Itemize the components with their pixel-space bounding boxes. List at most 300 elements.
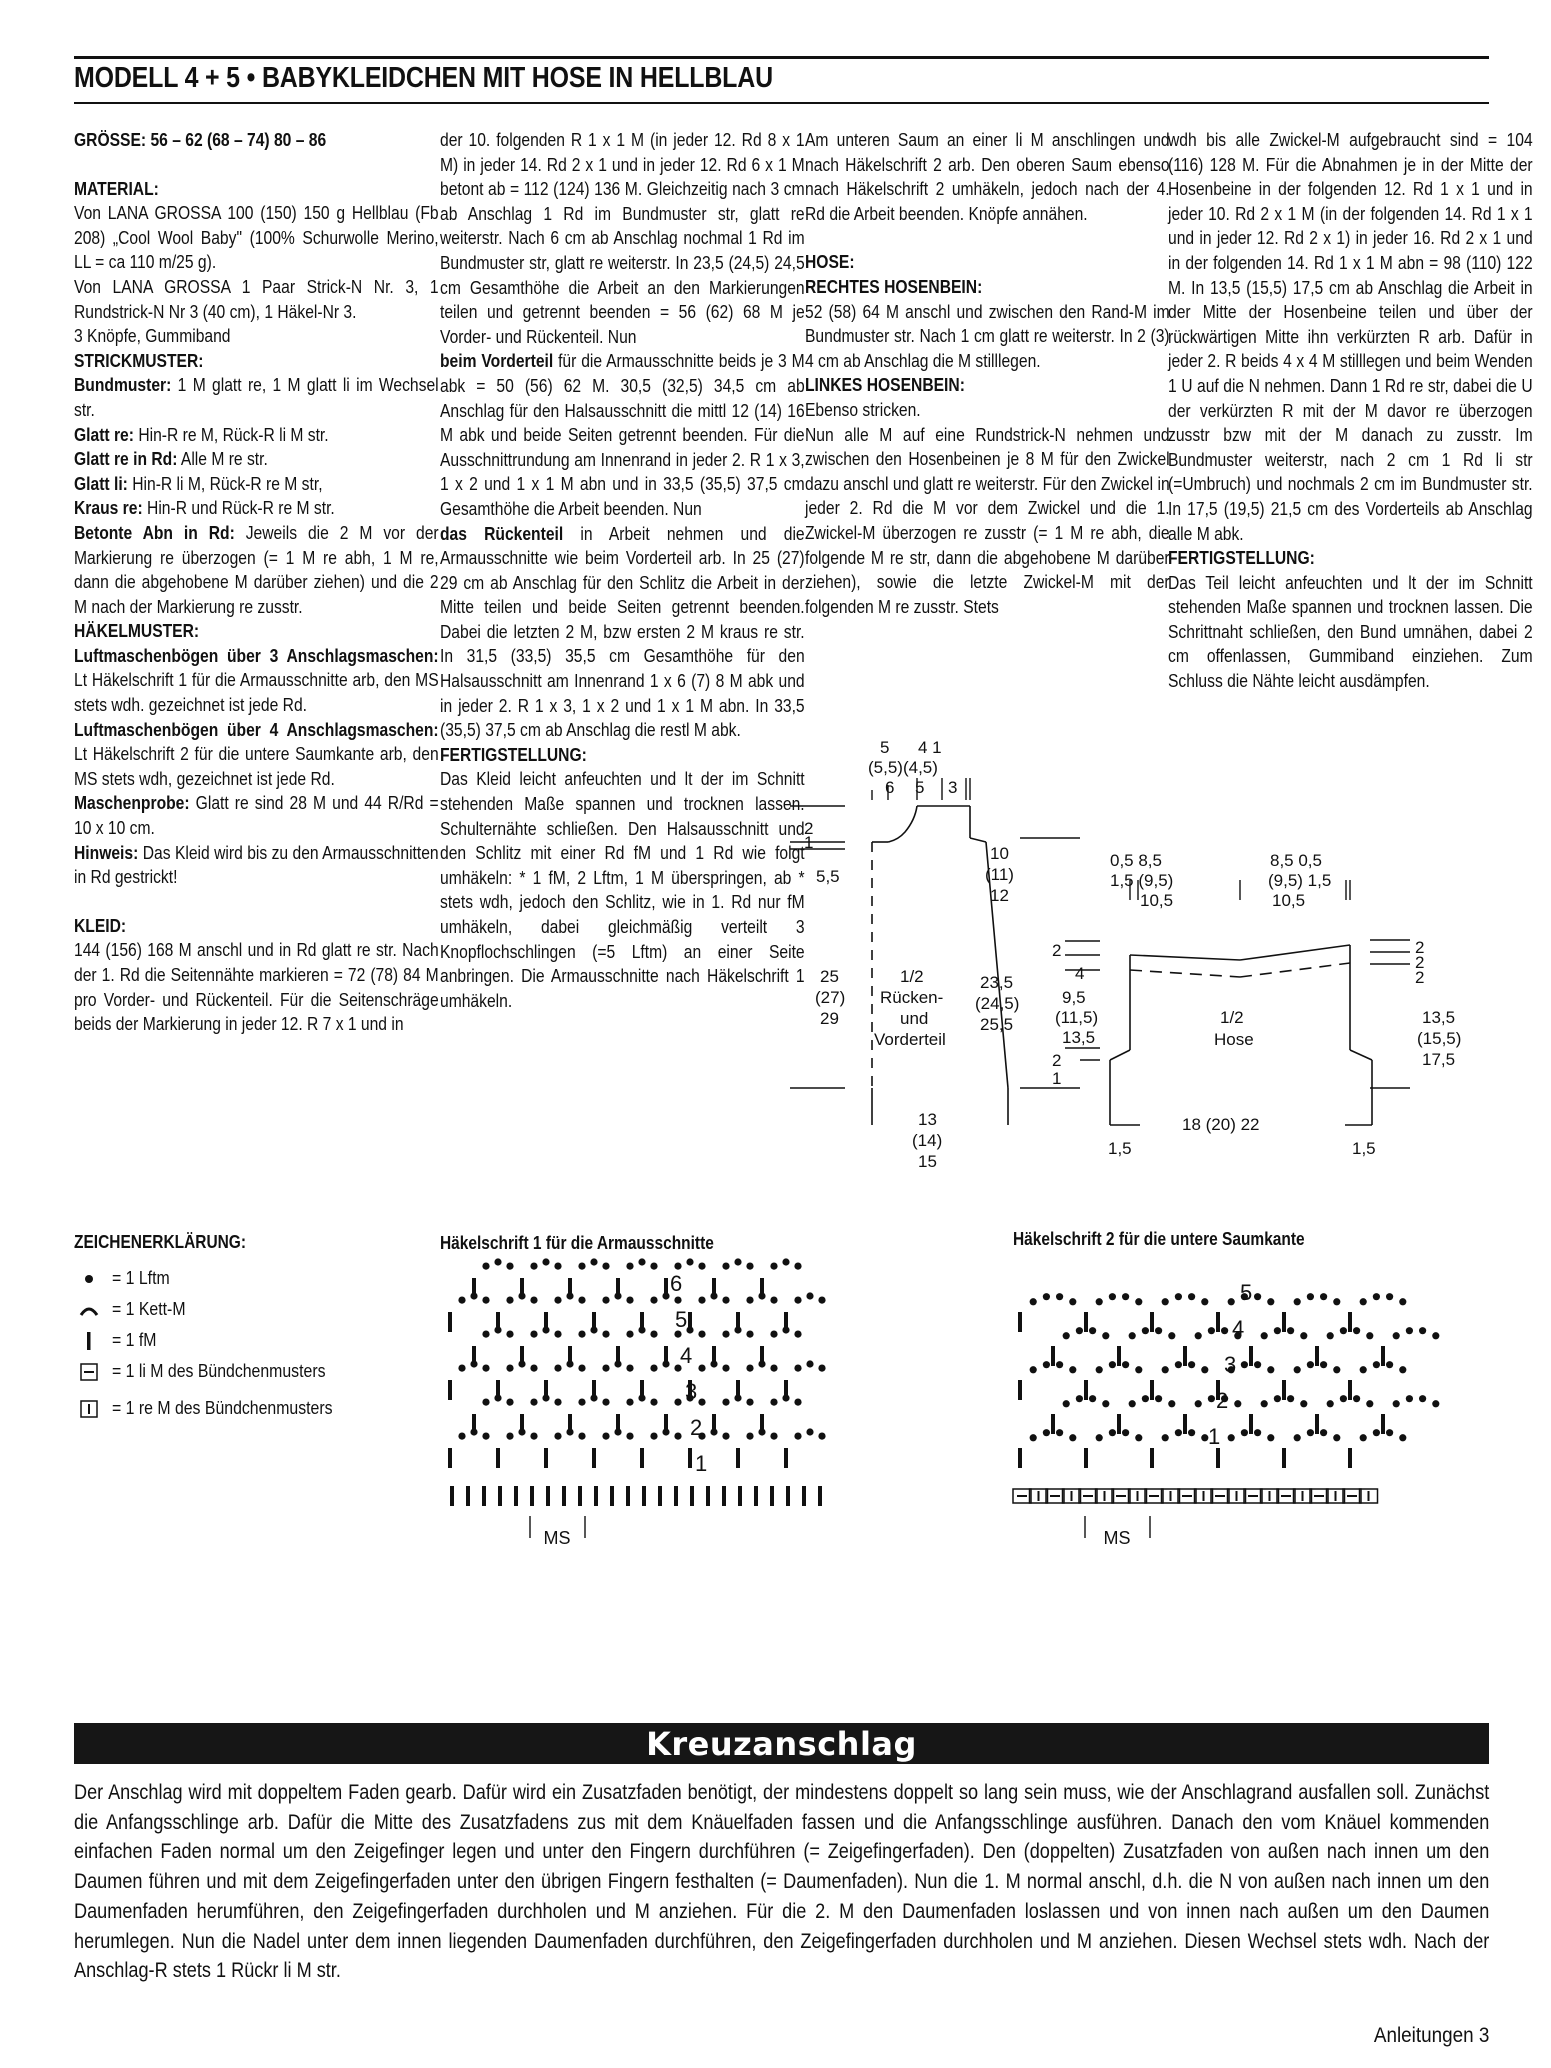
chain-stitch-symbol — [1096, 1434, 1103, 1441]
chain-stitch-symbol — [506, 1297, 513, 1304]
text-paragraph — [74, 177, 439, 202]
bold-term: Glatt re: — [74, 424, 134, 445]
single-crochet-symbol — [610, 1486, 614, 1506]
single-crochet-symbol — [496, 1312, 500, 1332]
single-crochet-symbol — [784, 1380, 788, 1400]
svg-text:25,5: 25,5 — [980, 1015, 1014, 1034]
chart-1-label: Häkelschrift 1 für die Armausschnitte — [440, 1233, 714, 1253]
chain-stitch-symbol — [1069, 1366, 1076, 1373]
single-crochet-symbol — [466, 1486, 470, 1506]
chain-stitch-symbol — [1340, 1327, 1347, 1334]
single-crochet-symbol — [562, 1486, 566, 1506]
chain-stitch-symbol — [626, 1331, 633, 1338]
chain-stitch-symbol — [458, 1433, 465, 1440]
body-text: Hin-R re M, Rück-R li M str. — [133, 424, 329, 445]
chain-stitch-symbol — [650, 1365, 657, 1372]
text-paragraph — [74, 521, 439, 619]
single-crochet-symbol — [482, 1486, 486, 1506]
chain-stitch-symbol — [1175, 1361, 1182, 1368]
single-crochet-symbol — [754, 1486, 758, 1506]
chain-stitch-symbol — [1188, 1361, 1195, 1368]
text-paragraph — [74, 496, 439, 521]
crochet-chart-1-svg — [440, 1258, 1000, 1558]
single-crochet-symbol — [1084, 1380, 1088, 1400]
bold-term: Luftmaschenbögen über 4 Anschlagsmaschen: — [74, 719, 439, 740]
text-paragraph — [1168, 546, 1533, 571]
chain-stitch-symbol — [1353, 1327, 1360, 1334]
chain-stitch-symbol — [818, 1365, 825, 1372]
kreuzanschlag-heading: Kreuzanschlag — [646, 1724, 917, 1763]
chain-stitch-symbol — [1135, 1298, 1142, 1305]
symbol-legend — [74, 1232, 434, 1424]
chain-stitch-symbol — [1056, 1293, 1063, 1300]
round-number: 3 — [1224, 1352, 1237, 1377]
chain-stitch-symbol — [1195, 1400, 1202, 1407]
chain-stitch-symbol — [794, 1365, 801, 1372]
single-crochet-symbol — [1150, 1312, 1154, 1332]
chain-stitch-symbol — [650, 1263, 657, 1270]
svg-text:5,5: 5,5 — [816, 867, 840, 886]
chain-stitch-symbol — [506, 1331, 513, 1338]
text-paragraph — [74, 423, 439, 448]
svg-text:(11,5): (11,5) — [1055, 1008, 1099, 1027]
chain-stitch-symbol — [818, 1297, 825, 1304]
single-crochet-symbol — [616, 1278, 620, 1298]
paragraph-gap — [805, 226, 1170, 250]
single-crochet-symbol — [616, 1346, 620, 1366]
body-text: Ebenso stricken. — [805, 399, 921, 420]
text-paragraph — [440, 128, 805, 349]
chain-stitch-symbol — [698, 1331, 705, 1338]
text-paragraph — [1168, 128, 1533, 546]
chain-stitch-symbol — [1069, 1298, 1076, 1305]
chain-stitch-symbol — [1201, 1366, 1208, 1373]
single-crochet-symbol — [1018, 1448, 1022, 1468]
chain-stitch-symbol — [1162, 1434, 1169, 1441]
chain-stitch-symbol — [1340, 1395, 1347, 1402]
round-number: 5 — [675, 1307, 688, 1332]
chain-stitch-symbol — [1043, 1361, 1050, 1368]
chain-stitch-symbol — [1162, 1366, 1169, 1373]
chain-stitch-symbol — [1102, 1400, 1109, 1407]
crochet-chart-2-svg — [1010, 1258, 1490, 1558]
chain-stitch-symbol — [1162, 1298, 1169, 1305]
text-paragraph — [74, 472, 439, 497]
text-paragraph — [74, 619, 439, 644]
body-text: Von LANA GROSSA 100 (150) 150 g Hellblau (Fb 208) „Cool Wool Baby" (100% Schurwolle Merino, LL = ca 110 m/25 g). — [74, 203, 439, 273]
chain-stitch-symbol — [1089, 1327, 1096, 1334]
body-text: Das Teil leicht anfeuchten und lt der im Schnitt stehenden Maße spannen und trocknen lassen. Die Schrittnaht schließen, den Bund umnähen, dabei 2 cm offenlassen, Gummiband einziehen. Zum Schluss die Nähte leicht ausdämpfen. — [1168, 572, 1533, 692]
text-paragraph — [805, 373, 1170, 398]
single-crochet-symbol — [690, 1486, 694, 1506]
chain-stitch-symbol — [1419, 1327, 1426, 1334]
text-paragraph — [74, 447, 439, 472]
single-crochet-symbol — [664, 1414, 668, 1434]
single-crochet-symbol — [1216, 1448, 1220, 1468]
chain-stitch-symbol — [1386, 1293, 1393, 1300]
dress-dimension-labels — [804, 738, 1019, 1171]
chain-stitch-symbol — [1155, 1395, 1162, 1402]
chain-stitch-symbol — [602, 1365, 609, 1372]
text-paragraph — [805, 423, 1170, 620]
svg-text:2: 2 — [1052, 941, 1062, 960]
body-text: 1 M glatt re, 1 M glatt li im Wechsel str. — [74, 375, 439, 420]
chain-stitch-symbol — [1234, 1400, 1241, 1407]
single-crochet-symbol — [1282, 1312, 1286, 1332]
chain-stitch-symbol — [1373, 1361, 1380, 1368]
text-paragraph — [440, 349, 805, 521]
chain-stitch-symbol — [482, 1297, 489, 1304]
svg-text:10,5: 10,5 — [1140, 891, 1174, 910]
chain-stitch-symbol — [722, 1365, 729, 1372]
chain-stitch-symbol — [602, 1331, 609, 1338]
chain-stitch-symbol — [746, 1433, 753, 1440]
chain-stitch-symbol — [458, 1365, 465, 1372]
chain-stitch-symbol — [482, 1331, 489, 1338]
text-paragraph — [74, 791, 439, 840]
svg-text:8,5 0,5: 8,5 0,5 — [1270, 851, 1322, 870]
round-number: 1 — [1208, 1424, 1221, 1449]
legend-item: = 1 Kett-M — [74, 1294, 434, 1325]
single-crochet-symbol — [1348, 1448, 1352, 1468]
chain-stitch-symbol — [1030, 1434, 1037, 1441]
chain-stitch-symbol — [722, 1297, 729, 1304]
pants-dimension-lines — [1065, 880, 1410, 1125]
chain-stitch-symbol — [1030, 1298, 1037, 1305]
chain-stitch-symbol — [578, 1331, 585, 1338]
single-crochet-symbol — [1018, 1312, 1022, 1332]
chain-stitch-symbol — [1208, 1395, 1215, 1402]
top-rule — [74, 56, 1489, 59]
chain-stitch-symbol — [554, 1331, 561, 1338]
chain-stitch-symbol — [806, 1360, 813, 1367]
chain-stitch-symbol — [590, 1258, 597, 1265]
chain-stitch-symbol — [494, 1258, 501, 1265]
single-crochet-symbol — [1282, 1380, 1286, 1400]
single-crochet-symbol — [1183, 1414, 1187, 1434]
single-crochet-symbol — [592, 1380, 596, 1400]
legend-item: = 1 fM — [74, 1325, 434, 1356]
chain-stitch-symbol — [1076, 1395, 1083, 1402]
body-text: Jeweils die 2 M vor der Markierung re überzogen (= 1 M re abh, 1 M re, dann die abgehobene M darüber ziehen) und die 2 M nach der Markierung re zusstr. — [74, 522, 439, 617]
svg-text:2: 2 — [1415, 938, 1425, 957]
single-crochet-symbol — [616, 1414, 620, 1434]
chain-stitch-symbol — [1294, 1298, 1301, 1305]
chain-stitch-symbol — [578, 1263, 585, 1270]
chain-stitch-symbol — [506, 1399, 513, 1406]
single-crochet-symbol — [626, 1486, 630, 1506]
chain-stitch-symbol — [602, 1433, 609, 1440]
svg-text:4 1: 4 1 — [918, 738, 942, 757]
single-crochet-symbol — [784, 1312, 788, 1332]
chain-stitch-symbol — [506, 1433, 513, 1440]
bold-term: HÄKELMUSTER: — [74, 621, 200, 642]
chain-stitch-symbol — [674, 1399, 681, 1406]
bold-term: beim Vorderteil — [440, 351, 554, 372]
svg-text:18 (20) 22: 18 (20) 22 — [1182, 1115, 1260, 1134]
text-paragraph — [74, 841, 439, 890]
single-crochet-symbol — [688, 1448, 692, 1468]
chain-stitch-symbol — [626, 1365, 633, 1372]
chain-stitch-symbol — [458, 1297, 465, 1304]
chain-stitch-symbol — [1056, 1429, 1063, 1436]
bar-icon — [74, 1331, 104, 1351]
bold-term: MATERIAL: — [74, 178, 159, 199]
round-number: 6 — [670, 1271, 683, 1296]
chain-stitch-symbol — [530, 1331, 537, 1338]
chain-stitch-symbol — [1307, 1361, 1314, 1368]
bold-term: HOSE: — [805, 252, 855, 273]
chain-stitch-symbol — [1030, 1366, 1037, 1373]
chain-stitch-symbol — [734, 1258, 741, 1265]
single-crochet-symbol — [472, 1346, 476, 1366]
chain-stitch-symbol — [554, 1263, 561, 1270]
chain-stitch-symbol — [770, 1399, 777, 1406]
chain-stitch-symbol — [1241, 1361, 1248, 1368]
chain-stitch-symbol — [1069, 1434, 1076, 1441]
svg-text:2: 2 — [1052, 1051, 1062, 1070]
single-crochet-symbol — [1117, 1346, 1121, 1366]
round-number: 4 — [1232, 1316, 1245, 1341]
chain-stitch-symbol — [578, 1297, 585, 1304]
chain-stitch-symbol — [1320, 1361, 1327, 1368]
bold-term: Hinweis: — [74, 842, 139, 863]
chain-stitch-symbol — [506, 1365, 513, 1372]
body-text: Lt Häkelschrift 1 für die Armausschnitte arb, den MS stets wdh. gezeichnet ist jede Rd. — [74, 670, 439, 716]
single-crochet-symbol — [760, 1414, 764, 1434]
single-crochet-symbol — [592, 1312, 596, 1332]
schematic-svg — [790, 720, 1530, 1171]
text-paragraph — [805, 398, 1170, 423]
svg-text:(14): (14) — [912, 1131, 943, 1150]
single-crochet-symbol — [770, 1486, 774, 1506]
chain-stitch-symbol — [530, 1297, 537, 1304]
chain-stitch-symbol — [554, 1365, 561, 1372]
paragraph-gap — [74, 153, 439, 177]
svg-text:9,5: 9,5 — [1062, 988, 1086, 1007]
single-crochet-symbol — [658, 1486, 662, 1506]
chain-stitch-symbol — [530, 1433, 537, 1440]
chain-stitch-symbol — [1109, 1361, 1116, 1368]
single-crochet-symbol — [1381, 1414, 1385, 1434]
chain-stitch-symbol — [698, 1297, 705, 1304]
svg-text:(15,5): (15,5) — [1417, 1029, 1462, 1048]
text-paragraph — [74, 644, 439, 718]
single-crochet-symbol — [1249, 1346, 1253, 1366]
chain-stitch-symbol — [1096, 1366, 1103, 1373]
chain-stitch-symbol — [1168, 1400, 1175, 1407]
body-text: Von LANA GROSSA 1 Paar Strick-N Nr. 3, 1 Rundstrick-N Nr 3 (40 cm), 1 Häkel-Nr 3. — [74, 276, 439, 322]
single-crochet-symbol — [472, 1414, 476, 1434]
single-crochet-symbol — [760, 1278, 764, 1298]
svg-text:2: 2 — [1415, 953, 1425, 972]
chain-stitch-symbol — [1366, 1332, 1373, 1339]
single-crochet-symbol — [578, 1486, 582, 1506]
legend-item: = 1 Lftm — [74, 1263, 434, 1294]
chain-stitch-symbol — [1333, 1366, 1340, 1373]
single-crochet-symbol — [1348, 1312, 1352, 1332]
svg-text:1/2: 1/2 — [1220, 1008, 1244, 1027]
single-crochet-symbol — [544, 1448, 548, 1468]
text-paragraph — [74, 275, 439, 324]
page-footer: Anleitungen 3 — [1373, 2024, 1489, 2047]
chain-stitch-symbol — [746, 1399, 753, 1406]
single-crochet-symbol — [1117, 1414, 1121, 1434]
single-crochet-symbol — [722, 1486, 726, 1506]
bold-term: Luftmaschenbögen über 3 Anschlagsmaschen: — [74, 645, 439, 666]
chain-stitch-symbol — [1254, 1429, 1261, 1436]
text-paragraph — [440, 522, 805, 743]
chain-stitch-symbol — [1399, 1298, 1406, 1305]
crochet-chart-1 — [440, 1258, 1000, 1563]
single-crochet-symbol — [448, 1312, 452, 1332]
chain-stitch-symbol — [1373, 1429, 1380, 1436]
single-crochet-symbol — [674, 1486, 678, 1506]
chain-stitch-symbol — [530, 1399, 537, 1406]
chain-stitch-symbol — [1386, 1361, 1393, 1368]
svg-text:17,5: 17,5 — [1422, 1050, 1456, 1069]
text-paragraph — [74, 324, 439, 349]
single-crochet-symbol — [568, 1346, 572, 1366]
text-paragraph — [805, 128, 1170, 226]
svg-text:10: 10 — [990, 844, 1009, 863]
text-paragraph — [74, 718, 439, 792]
chain-stitch-symbol — [1089, 1395, 1096, 1402]
single-crochet-symbol — [688, 1312, 692, 1332]
single-crochet-symbol — [736, 1312, 740, 1332]
chain-stitch-symbol — [578, 1365, 585, 1372]
svg-text:(9,5) 1,5: (9,5) 1,5 — [1268, 871, 1332, 890]
chain-stitch-symbol — [1360, 1366, 1367, 1373]
pattern-schematic — [790, 720, 1530, 1171]
chain-stitch-symbol — [1366, 1400, 1373, 1407]
chain-stitch-symbol — [1320, 1429, 1327, 1436]
chain-stitch-symbol — [782, 1258, 789, 1265]
text-paragraph — [74, 349, 439, 374]
single-crochet-symbol — [530, 1486, 534, 1506]
chain-stitch-symbol — [770, 1331, 777, 1338]
repeat-label: MS — [543, 1528, 571, 1548]
chain-stitch-symbol — [1254, 1361, 1261, 1368]
chain-stitch-symbol — [1076, 1327, 1083, 1334]
svg-text:12: 12 — [990, 886, 1009, 905]
body-text: 144 (156) 168 M anschl und in Rd glatt re str. Nach der 1. Rd die Seitennähte markieren = 72 (78) 84 M pro Vorder- und Rückenteil. Für die Seitenschräge beids der Markierung in jeder 12. R 7 x 1 und in — [74, 940, 439, 1035]
chain-stitch-symbol — [1122, 1429, 1129, 1436]
chain-stitch-symbol — [1175, 1293, 1182, 1300]
chain-stitch-symbol — [1320, 1293, 1327, 1300]
chain-stitch-symbol — [1142, 1395, 1149, 1402]
chain-stitch-symbol — [1386, 1429, 1393, 1436]
single-crochet-symbol — [1084, 1448, 1088, 1468]
single-crochet-symbol — [546, 1486, 550, 1506]
chain-stitch-symbol — [1129, 1332, 1136, 1339]
chain-stitch-symbol — [1208, 1327, 1215, 1334]
svg-text:13: 13 — [918, 1110, 937, 1129]
single-crochet-symbol — [568, 1414, 572, 1434]
chain-stitch-symbol — [674, 1263, 681, 1270]
body-text: 52 (58) 64 M anschl und zwischen den Rand-M im Bundmuster str. Nach 1 cm glatt re weiterstr. In 2 (3) 4 cm ab Anschlag die M stilllegen. — [805, 301, 1170, 371]
svg-text:23,5: 23,5 — [980, 973, 1014, 992]
chain-stitch-symbol — [1307, 1293, 1314, 1300]
svg-text:(11): (11) — [985, 865, 1014, 884]
legend-item: = 1 re M des Bündchenmusters — [74, 1393, 434, 1424]
svg-text:13,5: 13,5 — [1062, 1028, 1096, 1047]
chain-stitch-symbol — [554, 1433, 561, 1440]
text-column-4 — [1168, 128, 1533, 694]
chain-stitch-symbol — [1267, 1434, 1274, 1441]
chain-stitch-symbol — [1188, 1293, 1195, 1300]
bold-term: GRÖSSE: 56 – 62 (68 – 74) 80 – 86 — [74, 130, 327, 150]
chain-stitch-symbol — [794, 1263, 801, 1270]
chain-stitch-symbol — [1327, 1400, 1334, 1407]
chain-stitch-symbol — [1201, 1298, 1208, 1305]
single-crochet-symbol — [1216, 1312, 1220, 1332]
chain-stitch-symbol — [794, 1297, 801, 1304]
single-crochet-symbol — [1315, 1414, 1319, 1434]
chain-stitch-symbol — [1294, 1434, 1301, 1441]
chain-stitch-symbol — [1221, 1327, 1228, 1334]
chain-stitch-symbol — [482, 1433, 489, 1440]
svg-text:5: 5 — [880, 738, 890, 757]
svg-text:1: 1 — [1052, 1069, 1062, 1088]
text-paragraph — [1168, 571, 1533, 694]
single-crochet-symbol — [786, 1486, 790, 1506]
chain-stitch-symbol — [770, 1433, 777, 1440]
arc-icon — [74, 1303, 104, 1317]
bold-term: Kraus re: — [74, 498, 143, 519]
dot-icon — [74, 1272, 104, 1286]
chain-stitch-symbol — [1241, 1429, 1248, 1436]
single-crochet-symbol — [594, 1486, 598, 1506]
text-paragraph — [805, 275, 1170, 300]
bold-term: Maschenprobe: — [74, 793, 190, 814]
bold-term: STRICKMUSTER: — [74, 350, 204, 371]
chain-stitch-symbol — [530, 1263, 537, 1270]
chain-stitch-symbol — [482, 1263, 489, 1270]
text-paragraph — [74, 128, 439, 153]
chain-stitch-symbol — [1096, 1298, 1103, 1305]
chain-stitch-symbol — [818, 1433, 825, 1440]
chain-stitch-symbol — [1373, 1293, 1380, 1300]
chain-stitch-symbol — [626, 1399, 633, 1406]
chain-stitch-symbol — [1102, 1332, 1109, 1339]
single-crochet-symbol — [640, 1448, 644, 1468]
chain-stitch-symbol — [1360, 1434, 1367, 1441]
svg-text:1: 1 — [804, 833, 814, 852]
chain-stitch-symbol — [650, 1331, 657, 1338]
svg-text:25: 25 — [820, 967, 839, 986]
chain-stitch-symbol — [626, 1433, 633, 1440]
chain-stitch-symbol — [686, 1258, 693, 1265]
single-crochet-symbol — [738, 1486, 742, 1506]
chart-2-label: Häkelschrift 2 für die untere Saumkante — [1013, 1229, 1305, 1249]
body-text: wdh bis alle Zwickel-M aufgebraucht sind = 104 (116) 128 M. Für die Abnahmen je in der Mitte der Hosenbeine in der folgenden 12. Rd 1 x 1 und in jeder 10. Rd 2 x 1 M (in der folgenden 14. Rd 1 x 1 und in jeder 12. Rd 2 x 1) in jeder 16. Rd 2 x 1 und in der folgenden 14. Rd 1 x 1 M abn = 98 (110) 122 M. In 13,5 (15,5) 17,5 cm ab Anschlag die Arbeit in der Mitte der Hosenbeine teilen und über der rückwärtigen Mitte ihn verkürzten R arb. Dafür in jeder 2. R beids 4 x 4 M stilllegen und beim Wenden 1 U auf die N nehmen. Dann 1 Rd re str, dabei die U der verkürzten R mit der M davor re überzogen zusstr bzw mit der M danach zu zusstr. Im Bundmuster weiterstr, nach 2 cm 1 Rd li str (=Umbruch) und nochmals 2 cm im Bundmuster str. In 17,5 (19,5) 21,5 cm des Vorderteils ab Anschlag alle M abk. — [1168, 130, 1533, 544]
single-crochet-symbol — [1150, 1380, 1154, 1400]
single-crochet-symbol — [784, 1448, 788, 1468]
chain-stitch-symbol — [1135, 1434, 1142, 1441]
single-crochet-symbol — [760, 1346, 764, 1366]
body-text: Am unteren Saum an einer li M anschlingen und nach Häkelschrift 2 arb. Den oberen Saum ebenso nach Häkelschrift 2 umhäkeln, jedoch nach der 4. Rd die Arbeit beenden. Knöpfe annähen. — [805, 130, 1170, 224]
single-crochet-symbol — [640, 1380, 644, 1400]
text-paragraph — [74, 938, 439, 1036]
chain-stitch-symbol — [746, 1331, 753, 1338]
single-crochet-symbol — [802, 1486, 806, 1506]
single-crochet-symbol — [520, 1346, 524, 1366]
single-crochet-symbol — [496, 1380, 500, 1400]
chain-stitch-symbol — [482, 1365, 489, 1372]
kreuzanschlag-banner — [74, 1723, 1489, 1764]
chain-stitch-symbol — [1274, 1395, 1281, 1402]
